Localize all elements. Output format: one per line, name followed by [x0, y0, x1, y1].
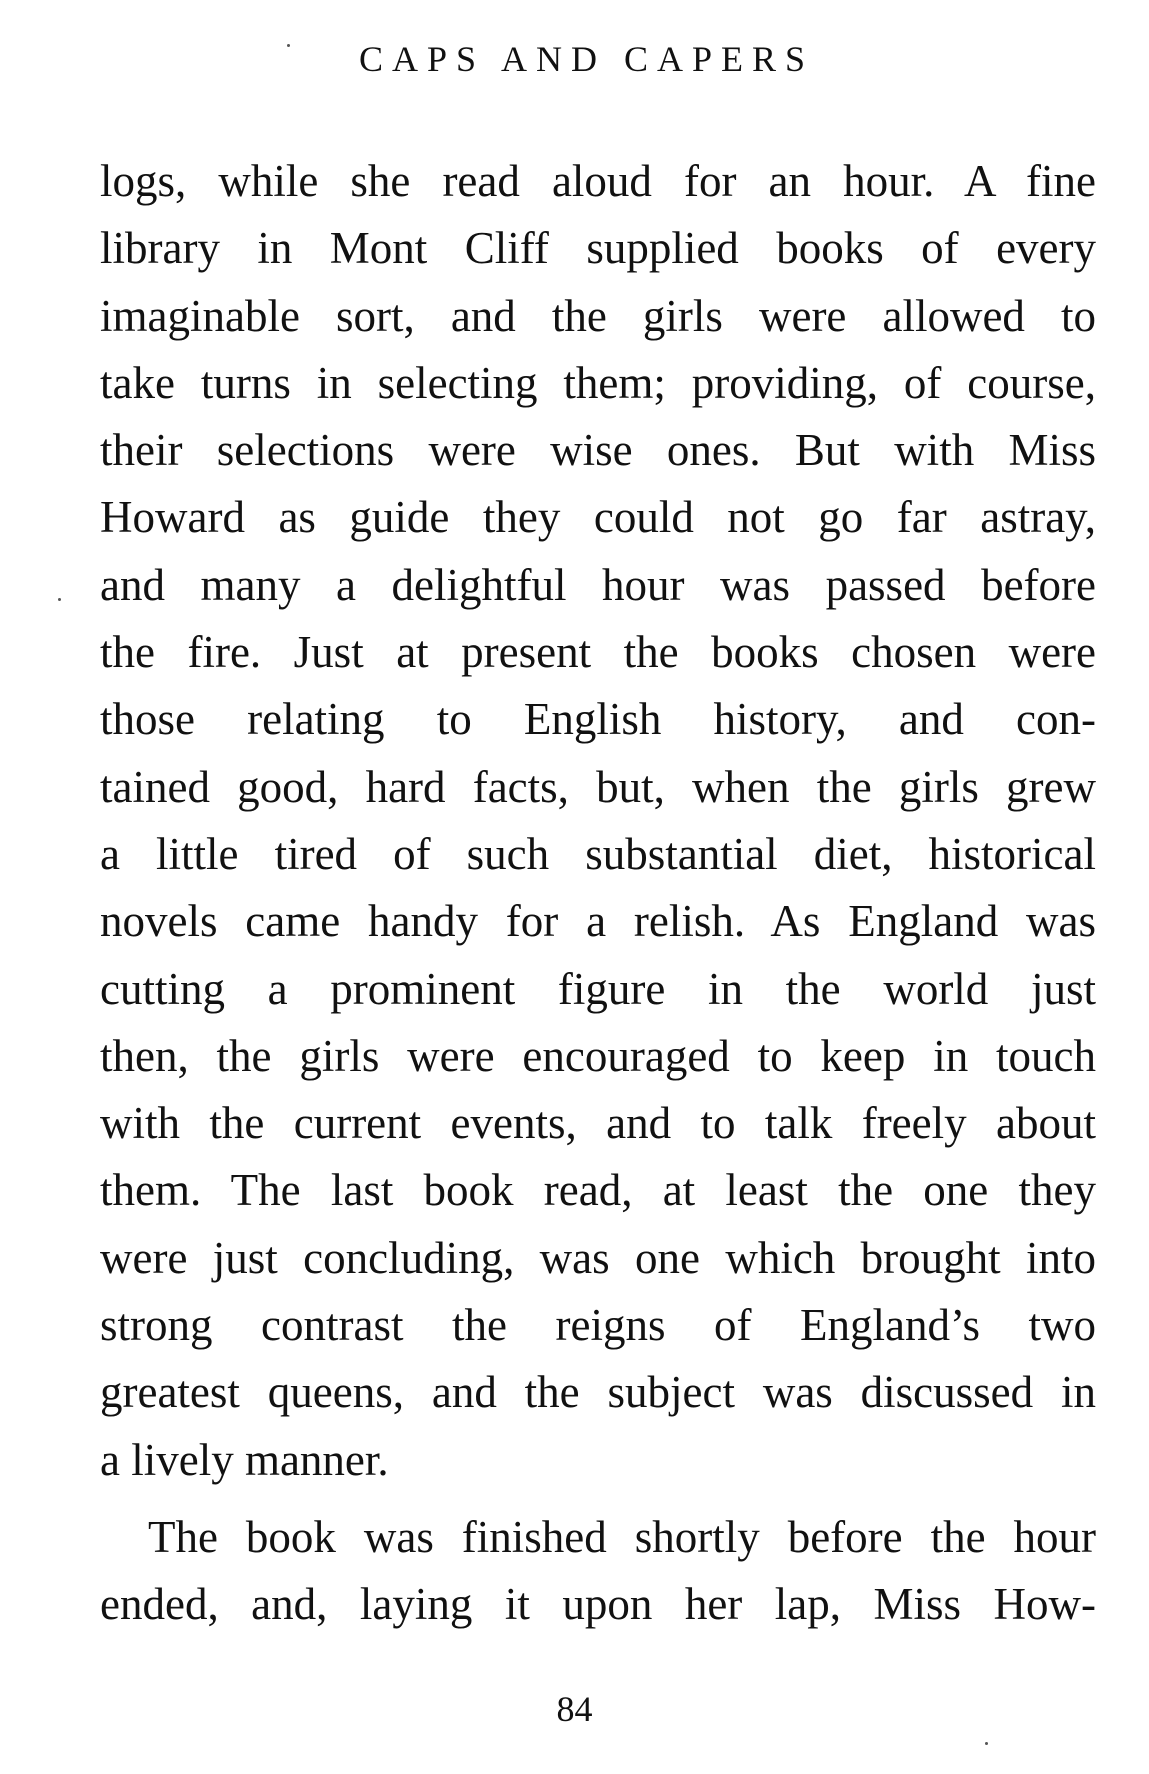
text-line: library in Mont Cliff supplied books of every [100, 223, 1096, 274]
text-line: and many a delightful hour was passed before [100, 559, 1096, 610]
page-number: 84 [556, 1689, 593, 1729]
text-line: then, the girls were encouraged to keep in touch [100, 1030, 1096, 1081]
text-line: tained good, hard facts, but, when the girls grew [100, 761, 1096, 812]
body-text [100, 148, 1096, 1639]
text-line: Howard as guide they could not go far astray, [100, 492, 1096, 543]
text-line: were just concluding, was one which brought into [100, 1232, 1096, 1283]
text-line: take turns in selecting them; providing, of course, [100, 357, 1096, 408]
text-line: a lively manner. [100, 1434, 389, 1485]
text-line: strong contrast the reigns of England’s two [100, 1300, 1096, 1351]
text-line: their selections were wise ones. But with Miss [100, 425, 1096, 476]
scan-speck [287, 44, 290, 47]
text-line: novels came handy for a relish. As England was [100, 896, 1096, 947]
text-line: with the current events, and to talk freely about [100, 1098, 1096, 1149]
text-line: ended, and, laying it upon her lap, Miss How- [100, 1579, 1096, 1630]
scan-speck [985, 1742, 988, 1745]
text-line: The book was finished shortly before the hour [148, 1511, 1096, 1562]
text-line: greatest queens, and the subject was discussed in [100, 1367, 1096, 1418]
text-line: imaginable sort, and the girls were allowed to [100, 290, 1096, 341]
paragraph-break [100, 1494, 1096, 1504]
text-line: the fire. Just at present the books chosen were [100, 627, 1096, 678]
scan-speck [58, 598, 61, 601]
text-line: those relating to English history, and con- [100, 694, 1096, 745]
text-line: a little tired of such substantial diet, historical [100, 828, 1096, 879]
text-line: cutting a prominent figure in the world just [100, 963, 1096, 1014]
text-line: them. The last book read, at least the one they [100, 1165, 1096, 1216]
running-title: CAPS AND CAPERS [358, 39, 815, 79]
text-line: logs, while she read aloud for an hour. A fine [100, 156, 1096, 206]
